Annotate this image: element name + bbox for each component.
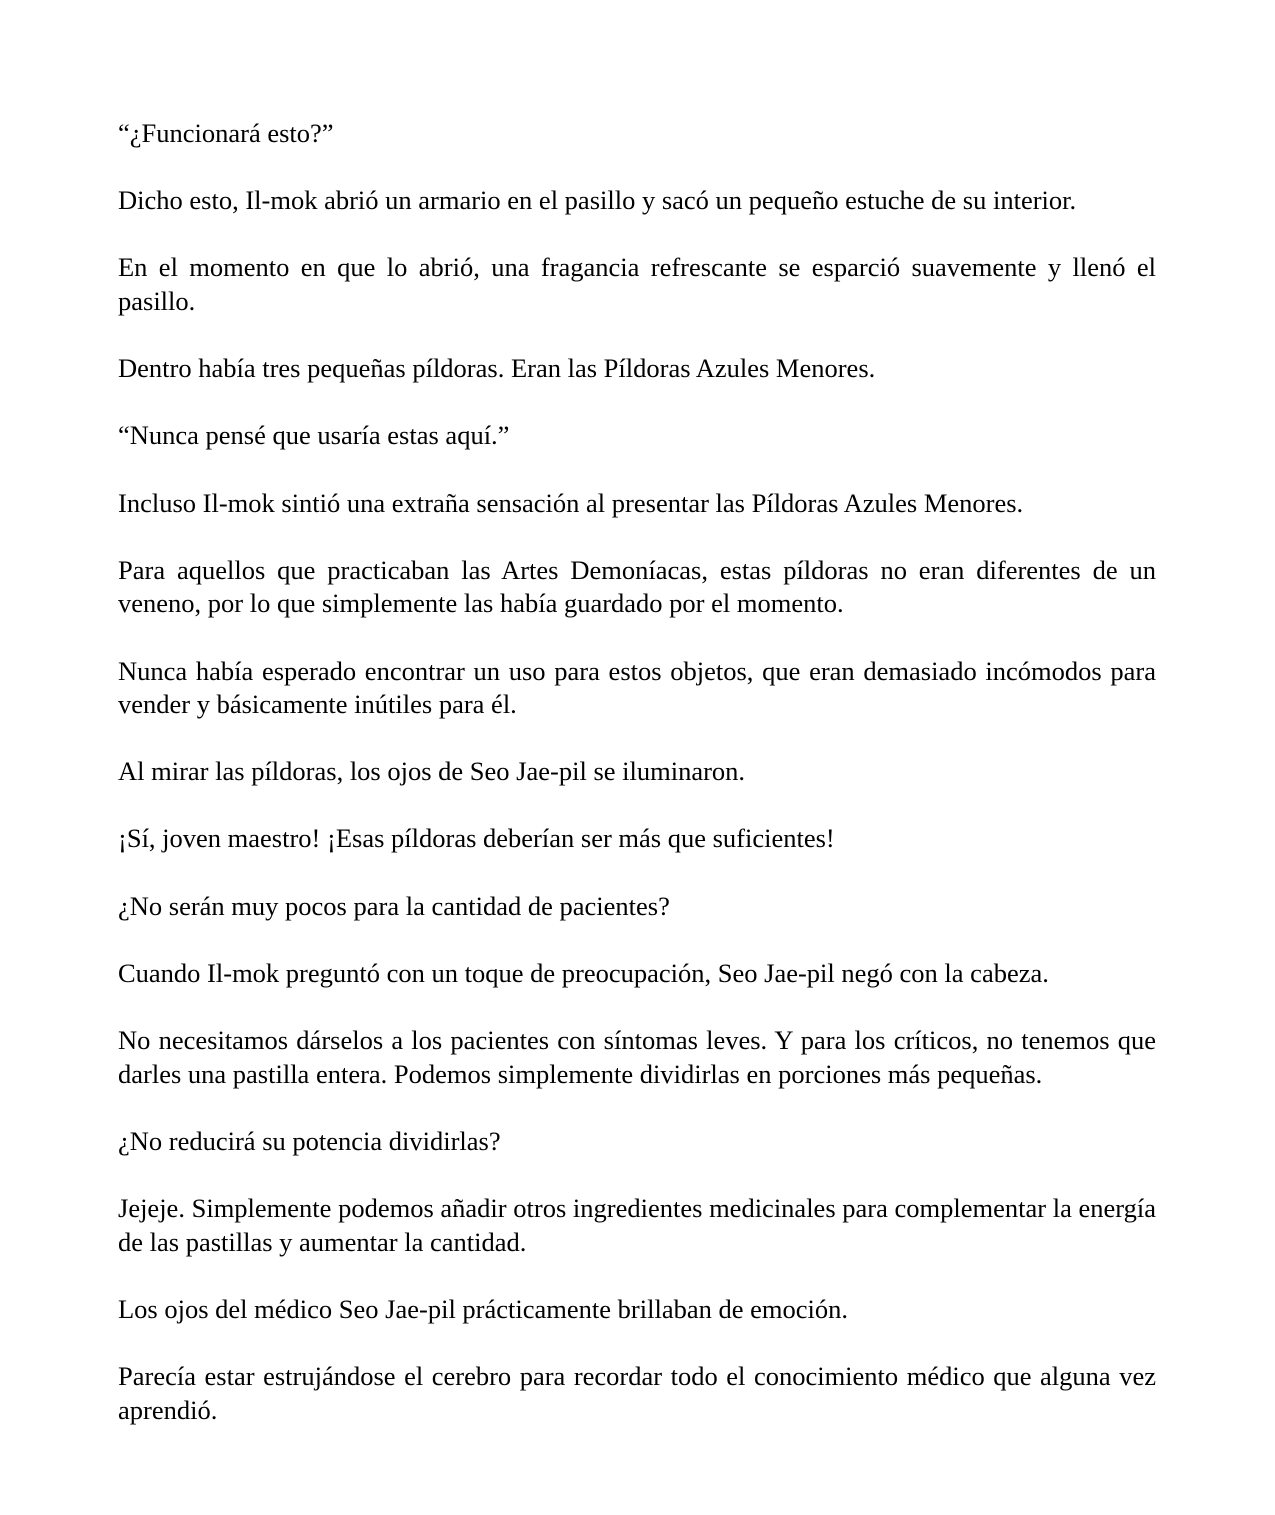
paragraph-7: Para aquellos que practicaban las Artes Demoníacas, estas píldoras no eran diferentes de un veneno, por lo que simplemente las había guardado por el momento. bbox=[118, 554, 1156, 619]
paragraph-14: ¿No reducirá su potencia dividirlas? bbox=[118, 1125, 501, 1156]
paragraph-15: Jejeje. Simplemente podemos añadir otros ingredientes medicinales para complementar la energía de las pastillas y aumentar la cantidad. bbox=[118, 1193, 1156, 1257]
paragraph-6: Incluso Il-mok sintió una extraña sensación al presentar las Píldoras Azules Menores. bbox=[118, 487, 1024, 518]
paragraph-2: Dicho esto, Il-mok abrió un armario en el pasillo y sacó un pequeño estuche de su interior. bbox=[118, 185, 1077, 216]
paragraph-10: ¡Sí, joven maestro! ¡Esas píldoras deberían ser más que suficientes! bbox=[118, 823, 835, 854]
paragraph-3: En el momento en que lo abrió, una fragancia refrescante se esparció suavemente y llenó el pasillo. bbox=[118, 252, 1156, 316]
paragraph-11: ¿No serán muy pocos para la cantidad de pacientes? bbox=[118, 890, 670, 921]
paragraph-12: Cuando Il-mok preguntó con un toque de preocupación, Seo Jae-pil negó con la cabeza. bbox=[118, 957, 1049, 988]
paragraph-9: Al mirar las píldoras, los ojos de Seo Jae-pil se iluminaron. bbox=[118, 756, 746, 787]
paragraph-17: Parecía estar estrujándose el cerebro para recordar todo el conocimiento médico que alguna vez aprendió. bbox=[118, 1360, 1156, 1425]
paragraph-13: No necesitamos dárselos a los pacientes con síntomas leves. Y para los críticos, no tenemos que darles una pastilla entera. Podemos simplemente dividirlas en porciones más pequeñas. bbox=[118, 1025, 1156, 1089]
paragraph-5: “Nunca pensé que usaría estas aquí.” bbox=[118, 420, 510, 451]
document-page bbox=[118, 117, 1156, 1427]
paragraph-4: Dentro había tres pequeñas píldoras. Eran las Píldoras Azules Menores. bbox=[118, 353, 876, 384]
paragraph-1: “¿Funcionará esto?” bbox=[118, 118, 334, 148]
paragraph-8: Nunca había esperado encontrar un uso para estos objetos, que eran demasiado incómodos para vender y básicamente inútiles para él. bbox=[118, 655, 1156, 720]
paragraph-16: Los ojos del médico Seo Jae-pil prácticamente brillaban de emoción. bbox=[118, 1293, 848, 1324]
